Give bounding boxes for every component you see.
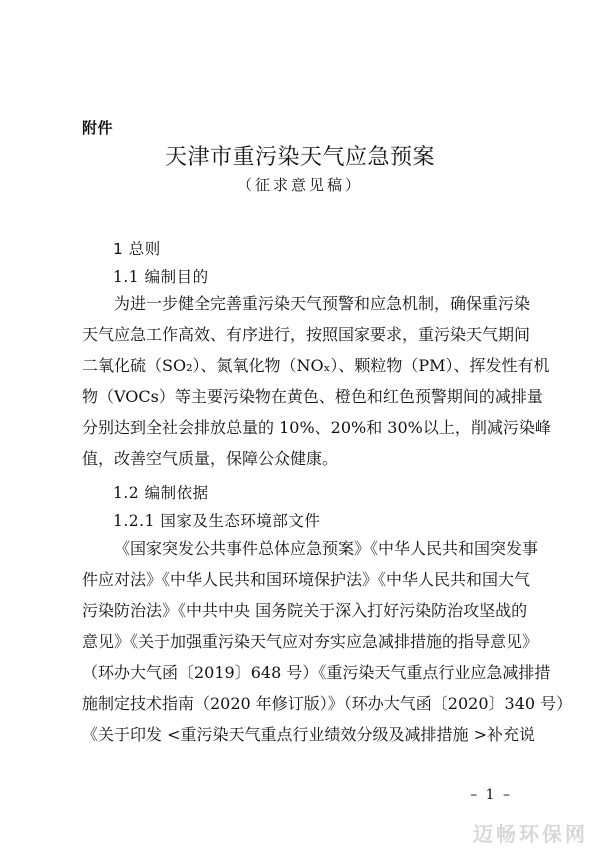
paragraph-line: 意见》《关于加强重污染天气应对夯实应急减排措施的指导意见》 [82, 632, 539, 651]
heading-basis: 1.2 编制依据 [113, 484, 209, 502]
paragraph-line: 分别达到全社会排放总量的 10%、20%和 30%以上，削减污染峰 [82, 418, 551, 437]
paragraph-line: 《关于印发 <重污染天气重点行业绩效分级及减排措施 >补充说 [82, 725, 535, 744]
attachment-label: 附件 [82, 119, 114, 137]
paragraph-line: 二氧化硫（SO₂）、氮氧化物（NOₓ）、颗粒物（PM）、挥发性有机 [82, 356, 550, 375]
heading-ministry-docs: 1.2.1 国家及生态环境部文件 [113, 512, 321, 530]
watermark: 迈畅环保网 [473, 822, 588, 846]
page-number: – 1 – [470, 787, 512, 803]
paragraph-line: 《国家突发公共事件总体应急预案》《中华人民共和国突发事 [114, 539, 539, 558]
heading-general: 1 总则 [113, 240, 161, 258]
paragraph-line: 为进一步健全完善重污染天气预警和应急机制，确保重污染 [114, 294, 531, 313]
document-subtitle: （征求意见稿） [236, 176, 363, 194]
document-title: 天津市重污染天气应急预案 [164, 145, 435, 170]
heading-purpose: 1.1 编制目的 [113, 268, 209, 286]
paragraph-line: 值，改善空气质量，保障公众健康。 [82, 449, 339, 468]
purpose-paragraph [82, 288, 551, 474]
paragraph-line: 污染防治法》《中共中央 国务院关于深入打好污染防治攻坚战的 [82, 601, 528, 620]
paragraph-line: （环办大气函〔2019〕648 号）《重污染天气重点行业应急减排措 [82, 663, 551, 682]
paragraph-line: 施制定技术指南（2020 年修订版）》（环办大气函〔2020〕340 号） [82, 694, 573, 713]
paragraph-line: 天气应急工作高效、有序进行，按照国家要求，重污染天气期间 [82, 325, 531, 344]
basis-paragraph [82, 533, 573, 750]
paragraph-line: 件应对法》《中华人民共和国环境保护法》《中华人民共和国大气 [82, 570, 531, 589]
paragraph-line: 物（VOCs）等主要污染物在黄色、橙色和红色预警期间的减排量 [82, 387, 543, 406]
